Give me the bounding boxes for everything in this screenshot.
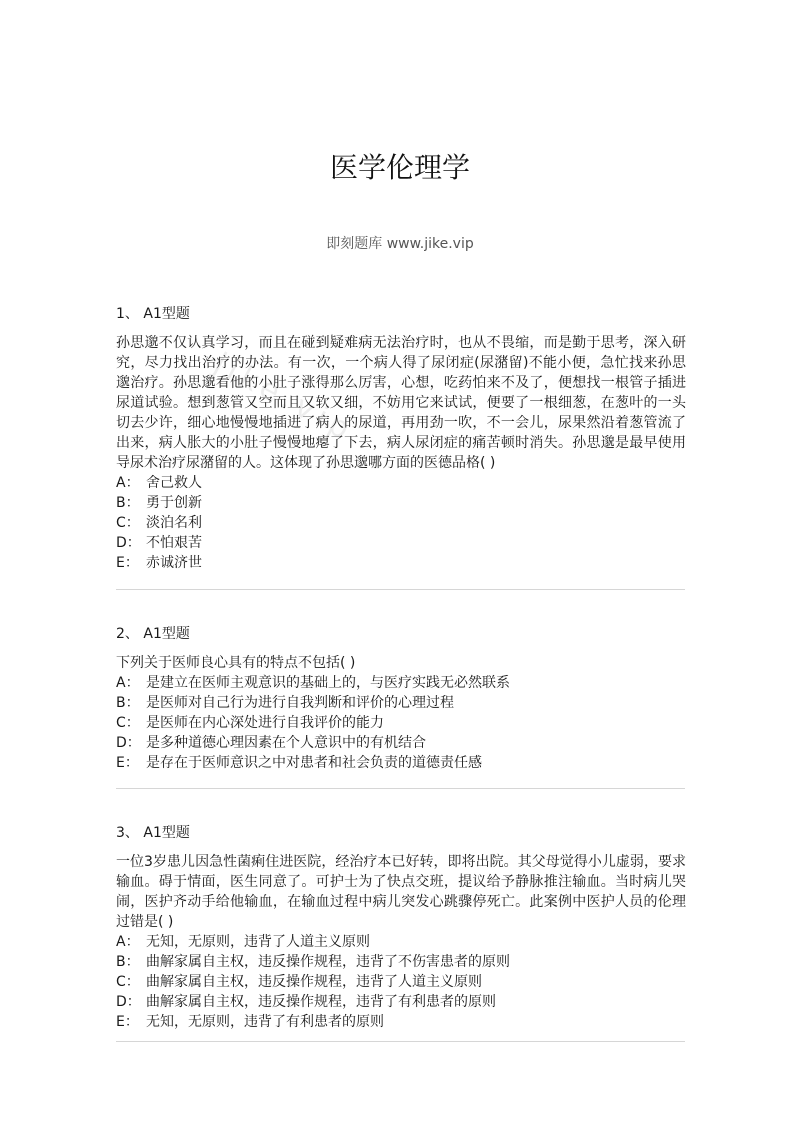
watermark: jike.vip (208, 346, 361, 450)
question-stem: 下列关于医师良心具有的特点不包括( ) (116, 655, 356, 671)
option-text: 是医师在内心深处进行自我评价的能力 (146, 715, 384, 731)
option-a[interactable] (116, 932, 686, 952)
option-key: A： (116, 934, 140, 950)
option-text: 无知，无原则，违背了人道主义原则 (146, 934, 370, 950)
option-text: 是建立在医师主观意识的基础上的，与医疗实践无必然联系 (146, 675, 510, 691)
question-3 (116, 823, 686, 1032)
question-number-sep: 、 (124, 306, 144, 322)
option-a[interactable] (116, 673, 686, 693)
question-number-sep: 、 (124, 626, 144, 642)
question-1 (116, 304, 686, 573)
option-e[interactable] (116, 1012, 686, 1032)
option-key: E： (116, 555, 139, 571)
option-b[interactable] (116, 952, 686, 972)
question-header (116, 624, 686, 644)
option-key: B： (116, 695, 140, 711)
option-c[interactable] (116, 513, 686, 533)
option-key: B： (116, 495, 140, 511)
option-key: D： (116, 994, 141, 1010)
question-stem: 孙思邈不仅认真学习，而且在碰到疑难病无法治疗时，也从不畏缩，而是勤于思考，深入研究，尽力找出治疗的办法。有一次，一个病人得了尿闭症(尿潴留)不能小便，急忙找来孙思邈治疗。孙思邈看他的小肚子涨得那么厉害，心想，吃药怕来不及了，便想找一根管子插进尿道试验。想到葱管又空而且又软又细，不妨用它来试试，便要了一根细葱，在葱叶的一头切去少许，细心地慢慢地插进了病人的尿道，再用劲一吹，不一会儿，尿果然沿着葱管流了出来，病人胀大的小肚子慢慢地瘪了下去，病人尿闭症的痛苦顿时消失。孙思邈是最早使用导尿术治疗尿潴留的人。这体现了孙思邈哪方面的医德品格( ) (116, 335, 686, 471)
option-b[interactable] (116, 493, 686, 513)
question-number: 3 (116, 825, 125, 841)
question-header (116, 304, 686, 324)
option-list (116, 932, 686, 1032)
page-subtitle: 即刻题库 www.jike.vip (326, 236, 474, 252)
question-header (116, 823, 686, 843)
option-key: C： (116, 515, 140, 531)
page-title: 医学伦理学 (329, 151, 470, 184)
option-d[interactable] (116, 533, 686, 553)
question-type: A1型题 (143, 306, 190, 322)
option-d[interactable] (116, 733, 686, 753)
option-text: 是医师对自己行为进行自我判断和评价的心理过程 (146, 695, 454, 711)
divider (116, 788, 685, 789)
option-d[interactable] (116, 992, 686, 1012)
option-text: 不怕艰苦 (146, 535, 202, 551)
question-type: A1型题 (143, 825, 190, 841)
option-list (116, 673, 686, 773)
question-number: 1 (116, 306, 125, 322)
option-c[interactable] (116, 972, 686, 992)
option-text: 是存在于医师意识之中对患者和社会负责的道德责任感 (146, 755, 482, 771)
option-text: 是多种道德心理因素在个人意识中的有机结合 (146, 735, 426, 751)
option-list (116, 473, 686, 573)
question-number: 2 (116, 626, 125, 642)
option-text: 赤诚济世 (146, 555, 202, 571)
option-key: A： (116, 475, 140, 491)
option-e[interactable] (116, 753, 686, 773)
option-text: 曲解家属自主权，违反操作规程，违背了有利患者的原则 (146, 994, 496, 1010)
option-text: 曲解家属自主权，违反操作规程，违背了人道主义原则 (146, 974, 482, 990)
option-text: 勇于创新 (146, 495, 202, 511)
option-key: E： (116, 755, 139, 771)
option-key: B： (116, 954, 140, 970)
option-key: D： (116, 735, 141, 751)
option-c[interactable] (116, 713, 686, 733)
option-key: D： (116, 535, 141, 551)
option-text: 曲解家属自主权，违反操作规程，违背了不伤害患者的原则 (146, 954, 510, 970)
option-key: C： (116, 715, 140, 731)
divider (116, 589, 685, 590)
divider (116, 1041, 685, 1042)
option-text: 淡泊名利 (146, 515, 202, 531)
question-type: A1型题 (143, 626, 190, 642)
option-key: C： (116, 974, 140, 990)
option-key: A： (116, 675, 140, 691)
option-e[interactable] (116, 553, 686, 573)
question-2 (116, 624, 686, 773)
question-number-sep: 、 (124, 825, 144, 841)
option-a[interactable] (116, 473, 686, 493)
option-key: E： (116, 1014, 139, 1030)
option-text: 无知，无原则，违背了有利患者的原则 (146, 1014, 384, 1030)
question-stem: 一位3岁患儿因急性菌痢住进医院，经治疗本已好转，即将出院。其父母觉得小儿虚弱，要求输血。碍于情面，医生同意了。可护士为了快点交班，提议给予静脉推注输血。当时病儿哭闹，医护齐动手给他输血，在输血过程中病儿突发心跳骤停死亡。此案例中医护人员的伦理过错是( ) (116, 854, 686, 930)
option-text: 舍己救人 (146, 475, 202, 491)
option-b[interactable] (116, 693, 686, 713)
